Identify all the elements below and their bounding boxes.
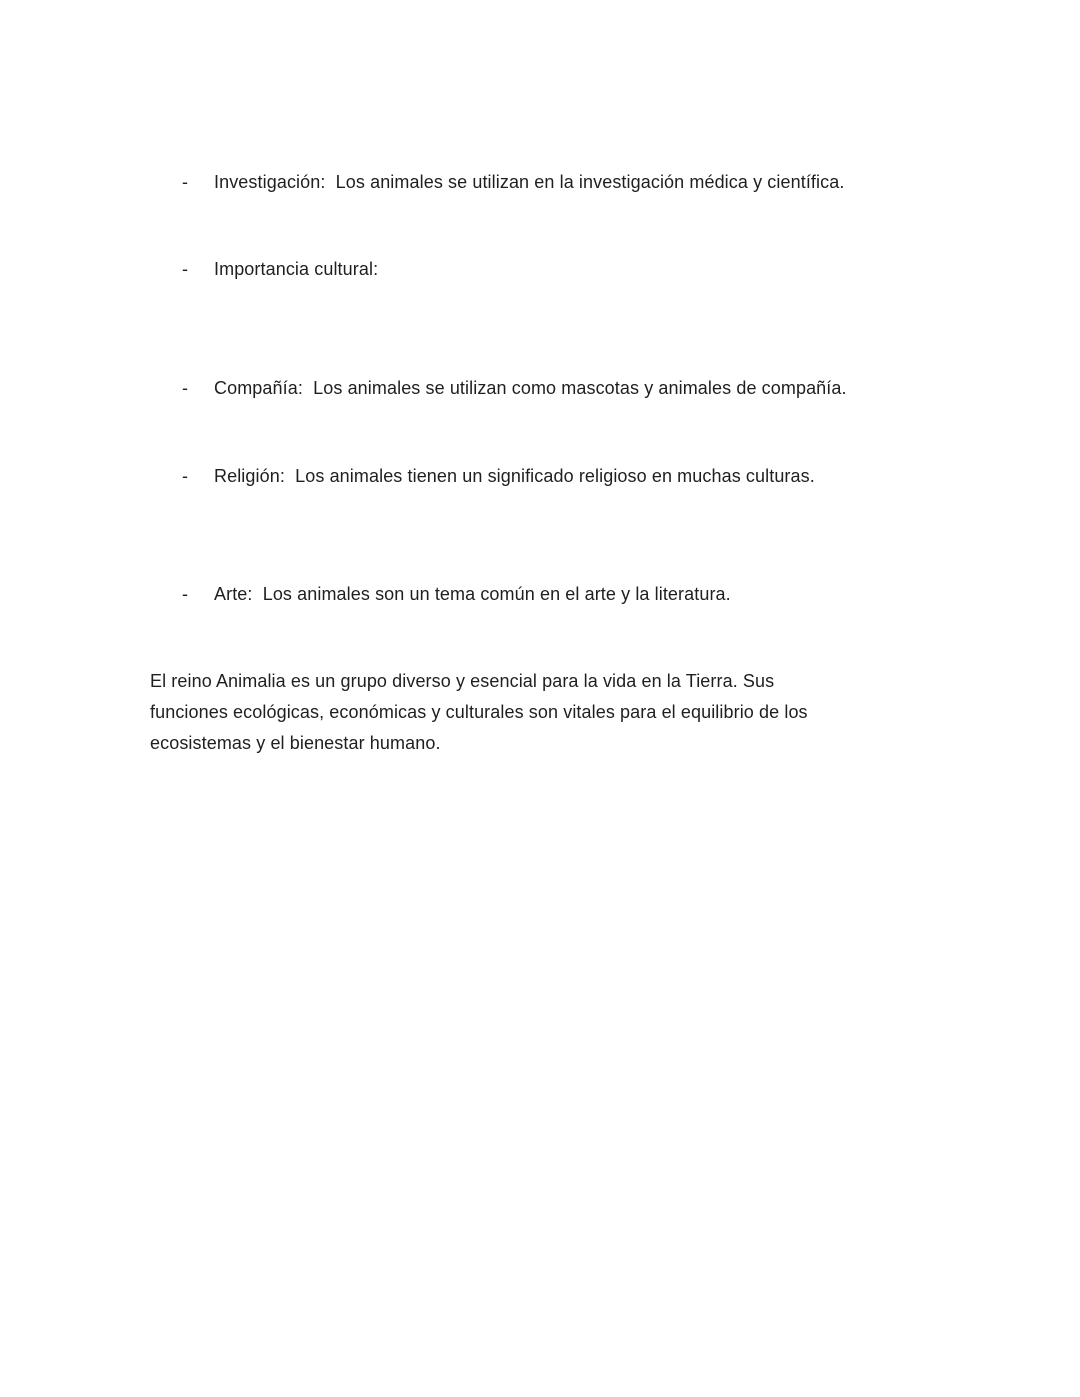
paragraph-line: funciones ecológicas, económicas y culturales son vitales para el equilibrio de los: [150, 702, 808, 722]
bullet-dash: -: [182, 378, 189, 398]
bullet-dash: -: [182, 466, 189, 486]
paragraph-line: El reino Animalia es un grupo diverso y esencial para la vida en la Tierra. Sus: [150, 671, 775, 691]
list-item-text: Compañía: Los animales se utilizan como mascotas y animales de compañía.: [214, 378, 847, 398]
list-item-text: Religión: Los animales tienen un significado religioso en muchas culturas.: [214, 466, 815, 486]
bullet-dash: -: [182, 584, 189, 604]
list-item-text: Arte: Los animales son un tema común en el arte y la literatura.: [214, 584, 731, 604]
paragraph-line: ecosistemas y el bienestar humano.: [150, 733, 441, 753]
list-item-text: Importancia cultural:: [214, 259, 379, 279]
bullet-dash: -: [182, 172, 189, 192]
list-item: [150, 461, 960, 492]
list-item-text: Investigación: Los animales se utilizan en la investigación médica y científica.: [214, 172, 845, 192]
closing-paragraph: [150, 666, 930, 759]
list-item: [150, 254, 960, 285]
bullet-dash: -: [182, 259, 189, 279]
list-item: [150, 167, 960, 198]
list-item: [150, 373, 960, 404]
list-item: [150, 579, 960, 610]
